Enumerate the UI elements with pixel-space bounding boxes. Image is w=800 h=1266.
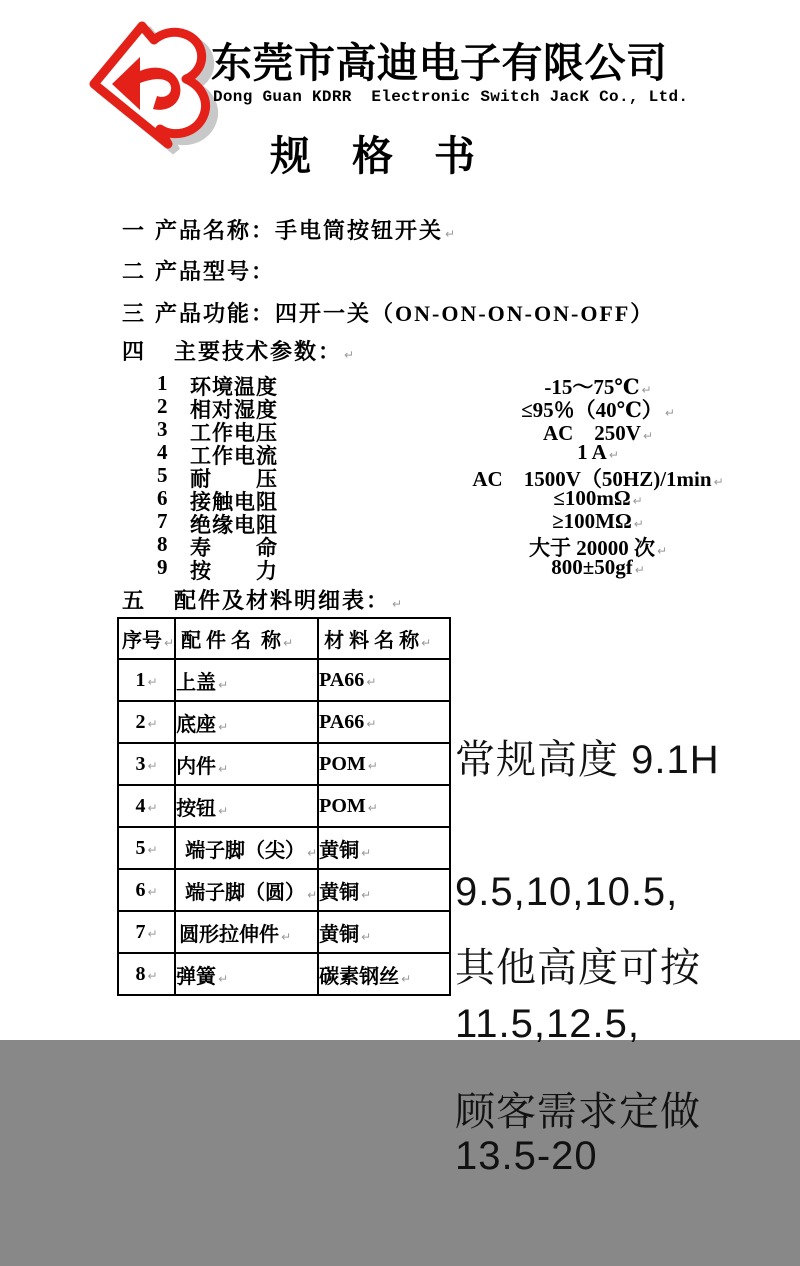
header-cell-no: 序号 ↵ [118, 618, 175, 659]
paragraph-mark: ↵ [218, 971, 229, 986]
paragraph-mark: ↵ [361, 929, 372, 944]
section-index: 五 [122, 588, 147, 613]
section-text: 产品名称：手电筒按钮开关 [155, 218, 444, 243]
paragraph-mark: ↵ [634, 563, 645, 577]
paragraph-mark: ↵ [218, 719, 229, 734]
cell-no: 5 ↵ [118, 827, 175, 869]
section-index: 一 [122, 218, 147, 243]
note-line: 11.5,12.5, [455, 1002, 640, 1046]
param-value: ≤95％（40℃） ↵ [521, 398, 675, 422]
paragraph-mark: ↵ [344, 348, 357, 362]
paragraph-mark: ↵ [641, 383, 652, 397]
param-row [0, 486, 800, 514]
company-logo-icon [82, 10, 208, 140]
paragraph-mark: ↵ [283, 636, 294, 650]
paragraph-mark: ↵ [367, 758, 378, 773]
cell-part: 圆形拉伸件 ↵ [175, 911, 318, 953]
section-text: 主要技术参数： [174, 339, 343, 364]
cell-part: 上盖 ↵ [175, 659, 318, 701]
param-no: 4 [157, 440, 168, 464]
paragraph-mark: ↵ [147, 674, 158, 689]
paragraph-mark: ↵ [713, 475, 724, 489]
param-value: 大于 20000 次 ↵ [528, 536, 668, 560]
cell-part: 端子脚（尖） ↵ [175, 827, 318, 869]
param-value: -15～75℃ ↵ [544, 375, 652, 399]
note-line: 顾客需求定做 [455, 1090, 701, 1134]
param-label: 接触电阻 [190, 490, 278, 514]
paragraph-mark: ↵ [218, 803, 229, 818]
param-row [0, 509, 800, 537]
param-label: 工作电流 [190, 444, 278, 468]
section-text: 配件及材料明细表： [174, 588, 391, 613]
cell-no: 4 ↵ [118, 785, 175, 827]
cell-no: 6 ↵ [118, 869, 175, 911]
paragraph-mark: ↵ [656, 544, 668, 558]
section-product-function [122, 297, 654, 328]
paragraph-mark: ↵ [218, 677, 229, 692]
cell-no: 8 ↵ [118, 953, 175, 995]
cell-material: POM ↵ [318, 785, 450, 827]
paragraph-mark: ↵ [147, 884, 158, 899]
paragraph-mark: ↵ [664, 406, 675, 420]
cell-material: PA66 ↵ [318, 659, 450, 701]
table-row [118, 785, 450, 827]
section-product-model [122, 255, 275, 286]
note-line: 9.5,10,10.5, [455, 870, 679, 914]
paragraph-mark: ↵ [608, 448, 619, 462]
logo-outer-arrow [94, 26, 206, 144]
param-no: 8 [157, 532, 168, 556]
section-text: 产品型号： [155, 259, 276, 284]
param-label: 环境温度 [190, 375, 278, 399]
cell-no: 7 ↵ [118, 911, 175, 953]
param-row [0, 532, 800, 560]
param-value: ≤100mΩ ↵ [553, 486, 643, 510]
paragraph-mark: ↵ [421, 636, 432, 650]
note-line: 13.5-20 [455, 1134, 598, 1178]
param-label: 工作电压 [190, 421, 278, 445]
cell-no: 1 ↵ [118, 659, 175, 701]
paragraph-mark: ↵ [367, 800, 378, 815]
paragraph-mark: ↵ [401, 971, 412, 986]
cell-material: 黄铜 ↵ [318, 911, 450, 953]
paragraph-mark: ↵ [147, 968, 158, 983]
param-no: 5 [157, 463, 168, 487]
param-row [0, 463, 800, 491]
paragraph-mark: ↵ [281, 929, 292, 944]
document-title: 规 格 书 [270, 133, 475, 179]
paragraph-mark: ↵ [642, 429, 654, 443]
param-row [0, 417, 800, 445]
paragraph-mark: ↵ [361, 845, 372, 860]
note-line: 其他高度可按 [455, 946, 701, 990]
section-index: 二 [122, 259, 147, 284]
param-no: 3 [157, 417, 168, 441]
param-row [0, 394, 800, 422]
cell-part: 内件 ↵ [175, 743, 318, 785]
table-row [118, 701, 450, 743]
table-row [118, 659, 450, 701]
section-tech-parameters [122, 335, 356, 366]
param-label: 绝缘电阻 [190, 513, 278, 537]
paragraph-mark: ↵ [147, 758, 158, 773]
paragraph-mark: ↵ [147, 716, 158, 731]
paragraph-mark: ↵ [361, 887, 372, 902]
paragraph-mark: ↵ [147, 926, 158, 941]
table-row [118, 827, 450, 869]
cell-part: 端子脚（圆） ↵ [175, 869, 318, 911]
paragraph-mark: ↵ [307, 887, 318, 902]
param-row [0, 555, 800, 583]
cell-part: 弹簧 ↵ [175, 953, 318, 995]
paragraph-mark: ↵ [366, 674, 377, 689]
cell-part: 底座 ↵ [175, 701, 318, 743]
company-name-en: Dong Guan KDRR Electronic Switch JacK Co., Ltd. [213, 88, 689, 106]
cell-material: POM ↵ [318, 743, 450, 785]
cell-part: 按钮 ↵ [175, 785, 318, 827]
parts-materials-table [117, 617, 451, 996]
paragraph-mark: ↵ [366, 716, 377, 731]
table-row [118, 953, 450, 995]
param-value: AC 1500V（50HZ)/1min ↵ [472, 467, 724, 491]
param-label: 寿 命 [190, 536, 278, 560]
table-row [118, 743, 450, 785]
header-cell-part: 配 件 名 称 ↵ [175, 618, 318, 659]
cell-no: 2 ↵ [118, 701, 175, 743]
table-row [118, 911, 450, 953]
param-value: 800±50gf ↵ [551, 555, 645, 579]
param-no: 6 [157, 486, 168, 510]
paragraph-mark: ↵ [307, 845, 318, 860]
company-name-cn: 东莞市高迪电子有限公司 [211, 40, 668, 86]
paragraph-mark: ↵ [632, 494, 643, 508]
table-row [118, 869, 450, 911]
param-value: ≥100MΩ ↵ [552, 509, 644, 533]
paragraph-mark: ↵ [218, 761, 229, 776]
param-label: 耐 压 [190, 467, 278, 491]
note-line: 常规高度 9.1H [455, 738, 720, 782]
param-no: 1 [157, 371, 168, 395]
paragraph-mark: ↵ [392, 597, 405, 611]
cell-material: PA66 ↵ [318, 701, 450, 743]
param-row [0, 440, 800, 468]
section-text: 产品功能：四开一关（ON-ON-ON-ON-OFF） [155, 301, 655, 326]
section-parts-materials [122, 584, 404, 615]
custom-heights-note [455, 848, 701, 1232]
param-value: AC 250V ↵ [542, 421, 654, 445]
param-label: 相对湿度 [190, 398, 278, 422]
cell-no: 3 ↵ [118, 743, 175, 785]
param-label: 按 力 [190, 559, 278, 583]
param-row [0, 371, 800, 399]
section-index: 三 [122, 301, 147, 326]
param-no: 9 [157, 555, 168, 579]
param-value: 1 A ↵ [577, 440, 619, 464]
paragraph-mark: ↵ [164, 636, 175, 650]
cell-material: 黄铜 ↵ [318, 869, 450, 911]
section-index: 四 [122, 339, 147, 364]
paragraph-mark: ↵ [445, 227, 458, 241]
table-header-row [118, 618, 450, 659]
header-cell-material: 材 料 名 称 ↵ [318, 618, 450, 659]
cell-material: 黄铜 ↵ [318, 827, 450, 869]
paragraph-mark: ↵ [633, 517, 644, 531]
paragraph-mark: ↵ [147, 800, 158, 815]
tech-parameters-list [0, 371, 800, 583]
param-no: 7 [157, 509, 168, 533]
cell-material: 碳素钢丝 ↵ [318, 953, 450, 995]
param-no: 2 [157, 394, 168, 418]
paragraph-mark: ↵ [147, 842, 158, 857]
section-product-name [122, 214, 457, 245]
